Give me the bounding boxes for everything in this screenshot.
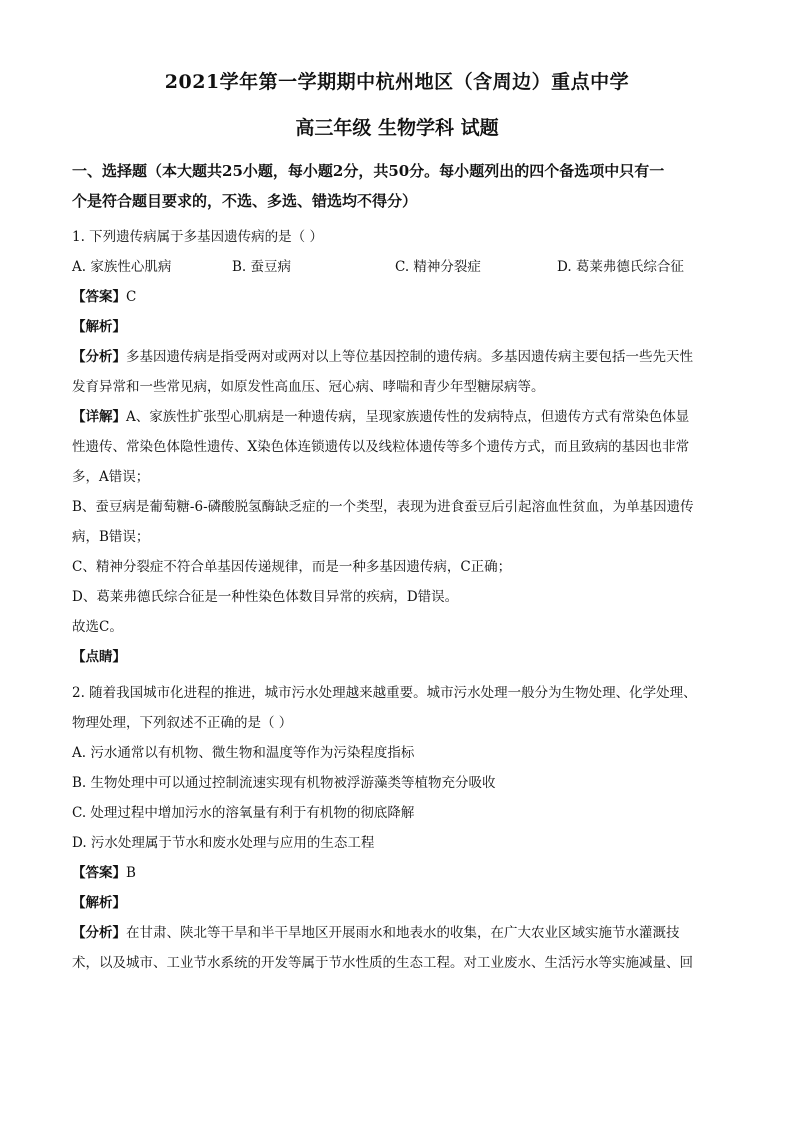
q2-option-b: B. 生物处理中可以通过控制流速实现有机物被浮游藻类等植物充分吸收 [72, 775, 496, 791]
q1-answer [72, 282, 722, 312]
q2-stem-line-2: 物理处理，下列叙述不正确的是（ ） [72, 715, 293, 731]
q1-answer-tag: 【答案】 [72, 289, 126, 305]
q2-fenxi-line-1 [72, 918, 722, 948]
q1-answer-value: C [126, 289, 137, 305]
q1-option-a: A. 家族性心肌病 [72, 259, 172, 275]
q1-analysis-tag [72, 312, 722, 342]
q2-option-d: D. 污水处理属于节水和废水处理与应用的生态工程 [72, 835, 375, 851]
q1-fenxi-text-1: 多基因遗传病是指受两对或两对以上等位基因控制的遗传病。多基因遗传病主要包括一些先天性 [126, 349, 693, 365]
q2-answer-tag: 【答案】 [72, 865, 126, 881]
q2-analysis-tag [72, 888, 722, 918]
q1-xiangjie-line-1 [72, 402, 722, 432]
q1-xiangjie-a-2: 性遗传、常染色体隐性遗传、X染色体连锁遗传以及线粒体遗传等多个遗传方式，而且致病的基因也非常 [72, 439, 690, 455]
q1-option-b: B. 蚕豆病 [232, 259, 292, 275]
q1-xiangjie-a-1: A、家族性扩张型心肌病是一种遗传病，呈现家族遗传性的发病特点，但遗传方式有常染色体显 [126, 409, 690, 425]
q2-stem-line-1: 2. 随着我国城市化进程的推进，城市污水处理越来越重要。城市污水处理一般分为生物处理、化学处理、 [72, 685, 697, 701]
q2-option-a: A. 污水通常以有机物、微生物和温度等作为污染程度指标 [72, 745, 415, 761]
q2-fenxi-line-2: 术，以及城市、工业节水系统的开发等属于节水性质的生态工程。对工业废水、生活污水等实施减量、回 [72, 955, 693, 971]
exam-subtitle: 高三年级 生物学科 试题 [295, 117, 499, 139]
q1-dianjing [72, 642, 722, 672]
section-heading [72, 156, 722, 216]
q1-dianjing-tag: 【点睛】 [72, 649, 126, 665]
q1-options [72, 252, 722, 282]
section-line-1: 一、选择题（本大题共25小题，每小题2分，共50分。每小题列出的四个备选项中只有一 [72, 162, 665, 180]
q2-answer-value: B [126, 865, 136, 881]
document-page [72, 66, 722, 978]
q2-analysis-label: 【解析】 [72, 895, 126, 911]
q2-option-c: C. 处理过程中增加污水的溶氧量有利于有机物的彻底降解 [72, 805, 415, 821]
q1-analysis-label: 【解析】 [72, 319, 126, 335]
q1-option-d: D. 葛莱弗德氏综合征 [557, 259, 684, 275]
q1-xiangjie-d: D、葛莱弗德氏综合征是一种性染色体数目异常的疾病，D错误。 [72, 589, 459, 605]
q1-fenxi-line-2: 发育异常和一些常见病，如原发性高血压、冠心病、哮喘和青少年型糖尿病等。 [72, 379, 545, 395]
q1-xiangjie-b-1: B、蚕豆病是葡萄糖-6-磷酸脱氢酶缺乏症的一个类型，表现为进食蚕豆后引起溶血性贫血，为单基因遗传 [72, 499, 694, 515]
q1-xiangjie-c: C、精神分裂症不符合单基因传递规律，而是一种多基因遗传病，C正确； [72, 559, 512, 575]
q2-answer [72, 858, 722, 888]
q1-fenxi-tag: 【分析】 [72, 349, 126, 365]
q1-option-c: C. 精神分裂症 [395, 259, 481, 275]
q1-conclusion: 故选C。 [72, 619, 123, 635]
q1-xiangjie-a-3: 多，A错误； [72, 469, 150, 485]
q1-xiangjie-b-2: 病，B错误； [72, 529, 150, 545]
q2-fenxi-text-1: 在甘肃、陕北等干旱和半干旱地区开展雨水和地表水的收集，在广大农业区域实施节水灌溉技 [126, 925, 680, 941]
q2-fenxi-tag: 【分析】 [72, 925, 126, 941]
q1-stem: 1. 下列遗传病属于多基因遗传病的是（ ） [72, 229, 323, 245]
q1-xiangjie-tag: 【详解】 [72, 409, 126, 425]
exam-title: 2021学年第一学期期中杭州地区（含周边）重点中学 [164, 71, 630, 93]
q1-fenxi-line-1 [72, 342, 722, 372]
section-line-2: 个是符合题目要求的，不选、多选、错选均不得分） [72, 192, 418, 210]
